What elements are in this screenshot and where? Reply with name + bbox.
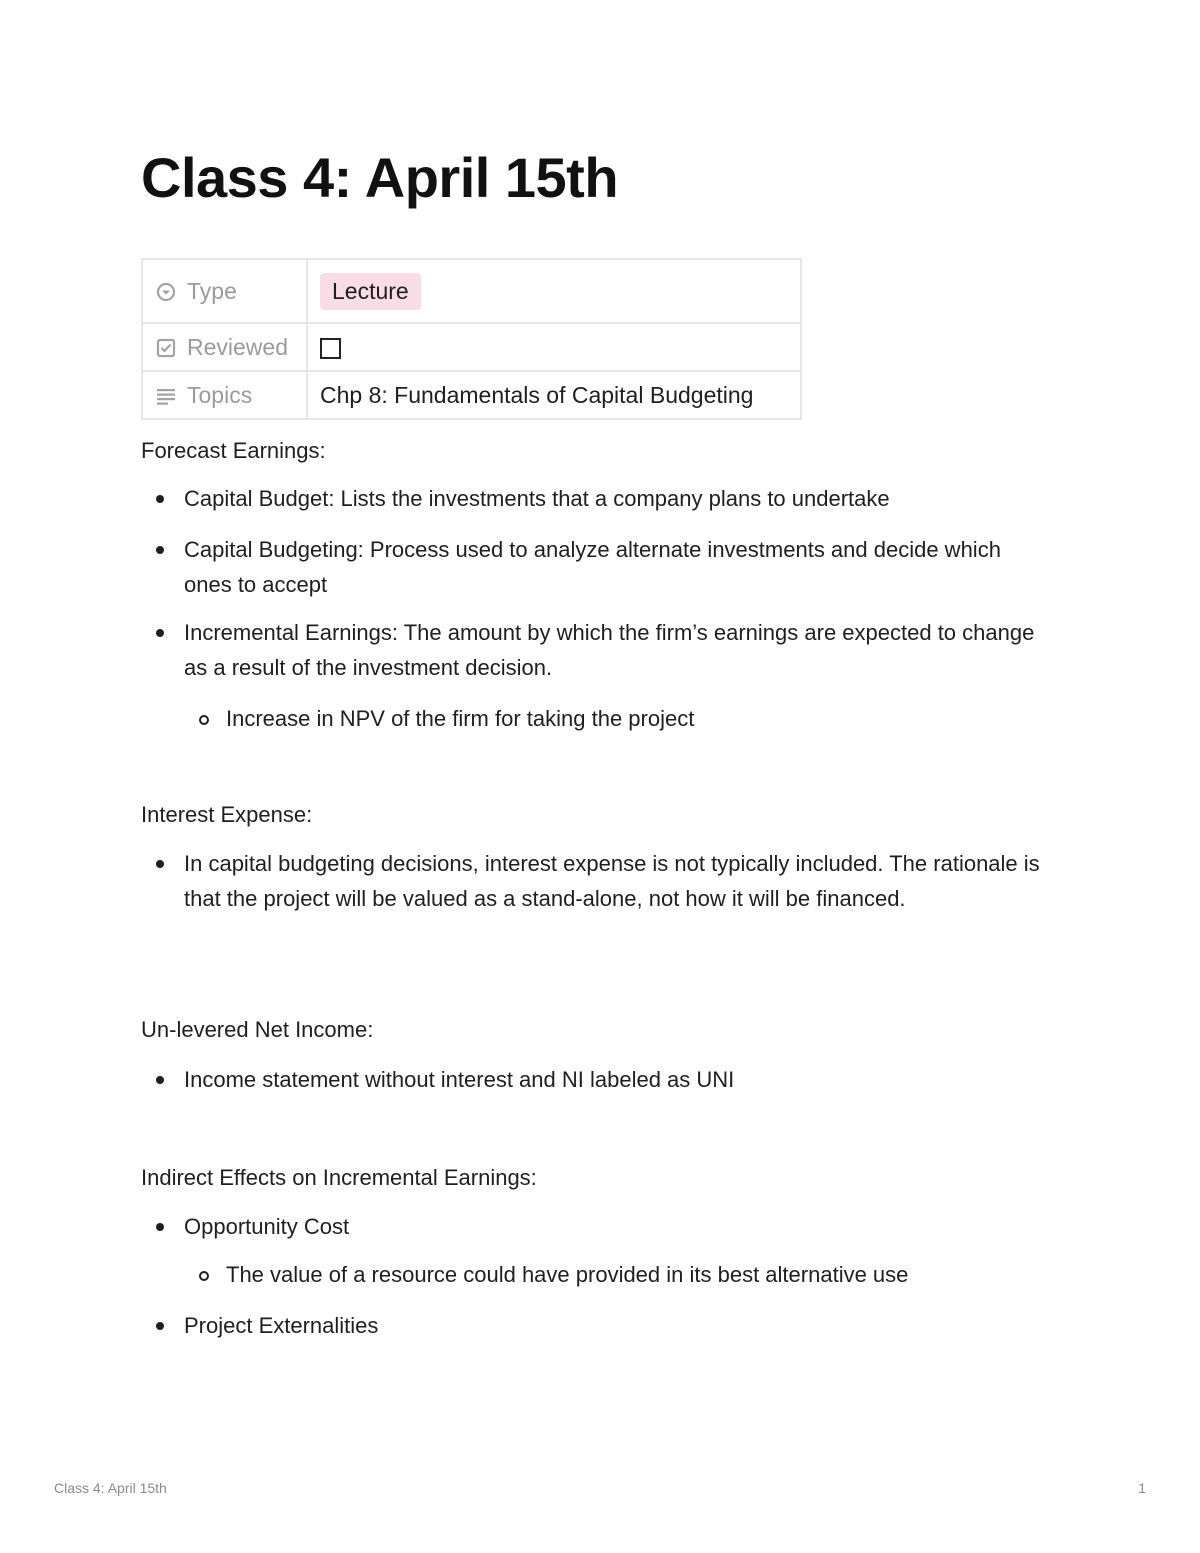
section-heading-forecast-earnings: Forecast Earnings: [141,438,326,463]
list-item: In capital budgeting decisions, interest expense is not typically included. The rationale is that the project will be valued as a stand-alone, not how it will be financed. [184,846,1054,916]
page-title: Class 4: April 15th [141,146,619,209]
property-value-reviewed [307,323,801,371]
list-item: Project Externalities [184,1308,1054,1343]
footer-title: Class 4: April 15th [54,1480,167,1496]
property-value-type[interactable] [307,259,801,323]
list-item: Capital Budget: Lists the investments that a company plans to undertake [184,481,1054,516]
list-item: Opportunity Cost [184,1209,1054,1244]
property-label-reviewed: Reviewed [187,333,288,360]
section-heading-indirect-effects: Indirect Effects on Incremental Earnings: [141,1165,537,1190]
type-tag[interactable]: Lecture [320,273,421,310]
property-value-topics[interactable]: Chp 8: Fundamentals of Capital Budgeting [307,371,801,419]
list-item: Incremental Earnings: The amount by which the firm’s earnings are expected to change as a result of the investment decision. [184,615,1054,685]
select-icon [155,280,177,302]
property-row-topics [142,371,801,419]
text-lines-icon [155,384,177,406]
property-name-topics[interactable] [142,371,307,419]
page-number: 1 [1138,1480,1146,1496]
sub-list-item: Increase in NPV of the firm for taking the project [226,701,1056,736]
property-row-reviewed [142,323,801,371]
list-item: Income statement without interest and NI labeled as UNI [184,1062,1054,1097]
section-heading-unlevered-net-income: Un-levered Net Income: [141,1017,374,1042]
property-label-type: Type [187,277,237,304]
reviewed-checkbox[interactable] [320,338,341,359]
sub-list-item: The value of a resource could have provided in its best alternative use [226,1257,1056,1292]
property-name-type[interactable] [142,259,307,323]
list-item: Capital Budgeting: Process used to analyze alternate investments and decide which ones to accept [184,532,1054,602]
section-heading-interest-expense: Interest Expense: [141,802,313,827]
checkbox-icon [155,336,177,358]
properties-table [141,258,802,420]
property-name-reviewed[interactable] [142,323,307,371]
property-row-type [142,259,801,323]
property-label-topics: Topics [187,381,253,408]
